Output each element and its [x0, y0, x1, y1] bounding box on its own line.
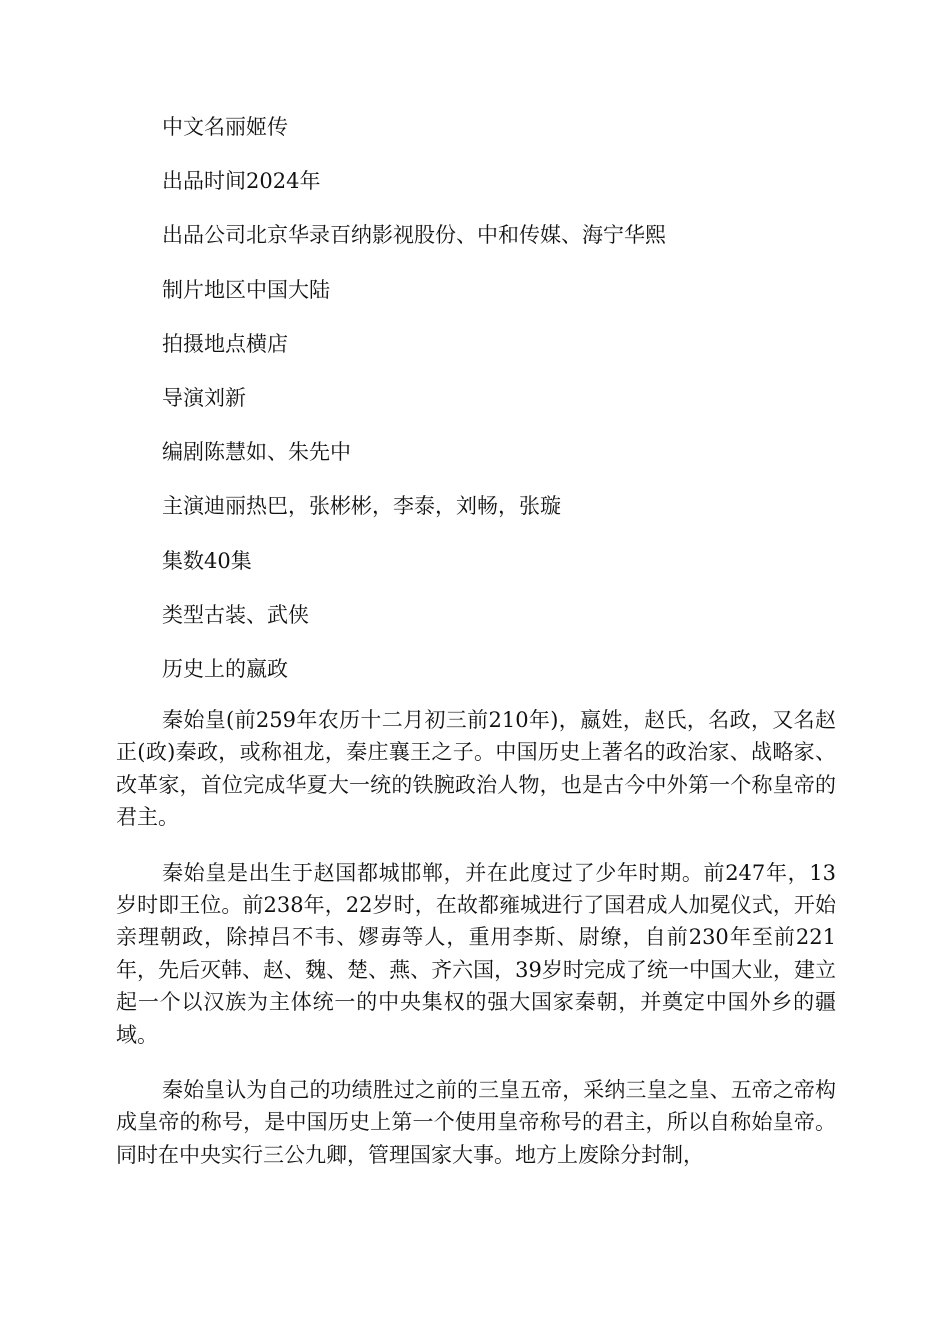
info-production-company: 出品公司北京华录百纳影视股份、中和传媒、海宁华熙 [162, 223, 666, 248]
paragraph-emperor-title: 秦始皇认为自己的功绩胜过之前的三皇五帝，采纳三皇之皇、五帝之帝构成皇帝的称号，是中国历史上第一个使用皇帝称号的君主，所以自称始皇帝。同时在中央实行三公九卿，管理国家大事。地方上废除分封制， [116, 1078, 836, 1167]
info-cast: 主演迪丽热巴，张彬彬，李泰，刘畅，张璇 [162, 494, 561, 519]
paragraph-biography: 秦始皇是出生于赵国都城邯郸，并在此度过了少年时期。前247年，13岁时即王位。前238年，22岁时，在故都雍城进行了国君成人加冕仪式，开始亲理朝政，除掉吕不韦、嫪毐等人，重用李斯、尉缭，自前230年至前221年，先后灭韩、赵、魏、楚、燕、齐六国，39岁时完成了统一中国大业，建立起一个以汉族为主体统一的中央集权的强大国家秦朝，并奠定中国外乡的疆域。 [116, 860, 836, 1047]
info-genre: 类型古装、武侠 [162, 602, 309, 627]
info-chinese-name: 中文名丽姬传 [162, 115, 288, 139]
info-release-year: 出品时间2024年 [162, 169, 321, 194]
info-screenwriter: 编剧陈慧如、朱先中 [162, 440, 351, 465]
info-director: 导演刘新 [162, 385, 246, 410]
article-body [116, 704, 836, 1194]
info-production-region: 制片地区中国大陆 [162, 277, 330, 302]
paragraph-intro: 秦始皇(前259年农历十二月初三前210年)，嬴姓，赵氏，名政，又名赵正(政)秦政，或称祖龙，秦庄襄王之子。中国历史上著名的政治家、战略家、改革家，首位完成华夏大一统的铁腕政治人物，也是古今中外第一个称皇帝的君主。 [116, 708, 836, 830]
info-filming-location: 拍摄地点横店 [162, 331, 288, 356]
drama-info-list [162, 112, 842, 708]
section-heading: 历史上的嬴政 [162, 656, 288, 681]
info-episodes: 集数40集 [162, 548, 252, 573]
